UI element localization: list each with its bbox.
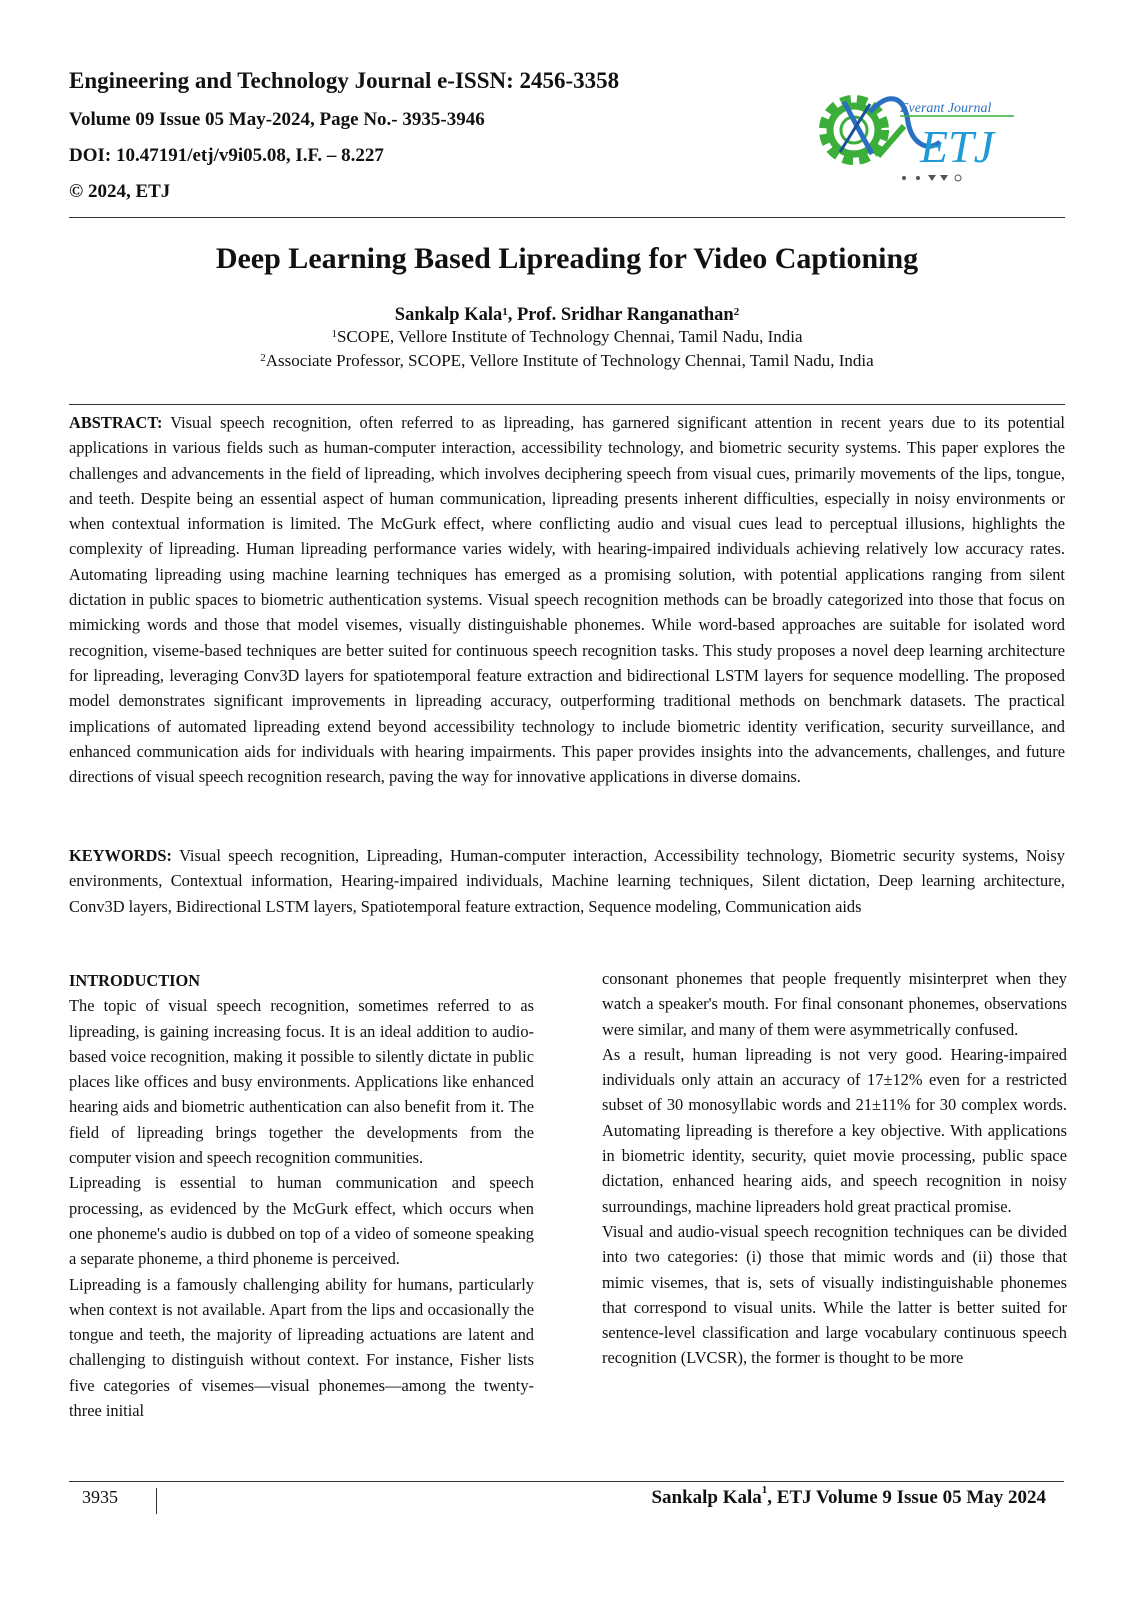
column-left: [69, 968, 534, 1423]
paragraph: consonant phonemes that people frequently misinterpret when they watch a speaker's mouth. For final consonant phonemes, observations were similar, and many of them were asymmetrically confused.: [602, 969, 1067, 1039]
journal-header: [69, 66, 619, 204]
abstract-label: ABSTRACT:: [69, 413, 163, 432]
author-list: [69, 303, 1065, 327]
author-name: Sankalp Kala: [394, 305, 503, 325]
affiliation-text: SCOPE, Vellore Institute of Technology Chennai, Tamil Nadu, India: [336, 327, 803, 346]
journal-doi: DOI: 10.47191/etj/v9i05.08, I.F. – 8.227: [69, 145, 384, 166]
affiliation-sup: 1: [331, 328, 337, 340]
keywords-label: KEYWORDS:: [69, 846, 172, 865]
affiliation-sup: 2: [260, 352, 266, 364]
keywords: [69, 843, 1065, 919]
author-separator: ,: [507, 305, 517, 325]
logo-mark-text: ETJ: [920, 121, 995, 172]
footer-author-sup: 1: [761, 1484, 768, 1496]
footer-separator: [156, 1488, 157, 1514]
journal-volume: Volume 09 Issue 05 May-2024, Page No.- 3935-3946: [69, 109, 485, 130]
journal-copyright: © 2024, ETJ: [69, 181, 171, 202]
author-name: Prof. Sridhar Ranganathan: [516, 305, 734, 325]
paragraph: Lipreading is essential to human communication and speech processing, as evidenced by the McGurk effect, which occurs when one phoneme's audio is dubbed on top of a video of someone speaking a separate phoneme, a third phoneme is perceived.: [69, 1173, 534, 1269]
paragraph: Visual and audio-visual speech recognition techniques can be divided into two categories: (i) those that mimic words and (ii) those that mimic visemes, that is, sets of visually indistinguishable phonemes that correspond to visual units. While the latter is better suited for sentence-level classification and large vocabulary continuous speech recognition (LVCSR), the former is thought to be more: [602, 1221, 1067, 1368]
footer-citation-text: , ETJ Volume 9 Issue 05 May 2024: [767, 1487, 1046, 1508]
footer-citation: [651, 1484, 1046, 1509]
author-sup: 2: [733, 306, 740, 318]
affiliation-text: Associate Professor, SCOPE, Vellore Institute of Technology Chennai, Tamil Nadu, India: [265, 351, 874, 370]
paper-title: Deep Learning Based Lipreading for Video Captioning: [215, 242, 919, 275]
logo-top-text: Everant Journal: [900, 101, 992, 116]
keywords-text: Visual speech recognition, Lipreading, Human-computer interaction, Accessibility technology, Biometric security systems, Noisy environments, Contextual information, Hearing-impaired individuals, Machine learning techniques, Silent dictation, Deep learning architecture, Conv3D layers, Bidirectional LSTM layers, Spatiotemporal feature extraction, Sequence modeling, Communication aids: [69, 846, 1065, 916]
footer-rule: [69, 1481, 1064, 1482]
header-rule: [69, 217, 1065, 218]
journal-name: Engineering and Technology Journal e-ISSN: 2456-3358: [69, 68, 620, 93]
etj-logo-icon: [808, 82, 1020, 190]
column-right: [602, 966, 1067, 1371]
journal-logo: [808, 82, 1020, 190]
page-number: 3935: [82, 1487, 118, 1507]
affiliation: [69, 349, 1065, 373]
affiliation: [69, 325, 1065, 349]
author-sup: 1: [502, 306, 508, 318]
abstract-text: Visual speech recognition, often referred to as lipreading, has garnered significant attention in recent years due to its potential applications in various fields such as human-computer interaction, accessibility technology, and biometric security systems. This paper explores the challenges and advancements in the field of lipreading, which involves deciphering speech from visual cues, primarily movements of the lips, tongue, and teeth. Despite being an essential aspect of human communication, lipreading presents inherent difficulties, especially in noisy environments or when contextual information is limited. The McGurk effect, where conflicting audio and visual cues lead to perceptual illusions, highlights the complexity of lipreading. Human lipreading performance varies widely, with hearing-impaired individuals achieving relatively low accuracy rates. Automating lipreading using machine learning techniques has emerged as a promising solution, with potential applications ranging from silent dictation in public spaces to biometric authentication systems. Visual speech recognition methods can be broadly categorized into those that focus on mimicking words and those that model visemes, visually distinguishable phonemes. While word-based approaches are suitable for isolated word recognition, viseme-based techniques are better suited for continuous speech recognition tasks. This study proposes a novel deep learning architecture for lipreading, leveraging Conv3D layers for spatiotemporal feature extraction and bidirectional LSTM layers for sequence modelling. The proposed model demonstrates significant improvements in lipreading accuracy, outperforming traditional methods on benchmark datasets. The practical implications of automated lipreading extend beyond accessibility technology to include biometric identity verification, security surveillance, and enhanced communication aids for individuals with hearing impairments. This paper provides insights into the advancements, challenges, and future directions of visual speech recognition research, paving the way for innovative applications in diverse domains.: [69, 413, 1065, 787]
footer-author: Sankalp Kala: [651, 1487, 762, 1508]
paragraph: Lipreading is a famously challenging ability for humans, particularly when context is not available. Apart from the lips and occasionally the tongue and teeth, the majority of lipreading actuations are latent and challenging to distinguish without context. For instance, Fisher lists five categories of visemes—visual phonemes—among the twenty-three initial: [69, 1274, 534, 1421]
paragraph: The topic of visual speech recognition, sometimes referred to as lipreading, is gaining increasing focus. It is an ideal addition to audio-based voice recognition, making it possible to silently dictate in public places like offices and busy environments. Applications like enhanced hearing aids and biometric authentication can also benefit from it. The field of lipreading brings together the developments from the computer vision and speech recognition communities.: [69, 996, 534, 1168]
abstract: [69, 410, 1065, 789]
abstract-rule: [69, 404, 1065, 405]
paragraph: As a result, human lipreading is not very good. Hearing-impaired individuals only attain an accuracy of 17±12% even for a restricted subset of 30 monosyllabic words and 21±11% for 30 complex words. Automating lipreading is therefore a key objective. With applications in biometric identity, security, quiet movie processing, public space dictation, enhanced hearing aids, and speech recognition in noisy surroundings, machine lipreaders hold great practical promise.: [602, 1044, 1067, 1216]
section-heading: INTRODUCTION: [69, 971, 201, 990]
